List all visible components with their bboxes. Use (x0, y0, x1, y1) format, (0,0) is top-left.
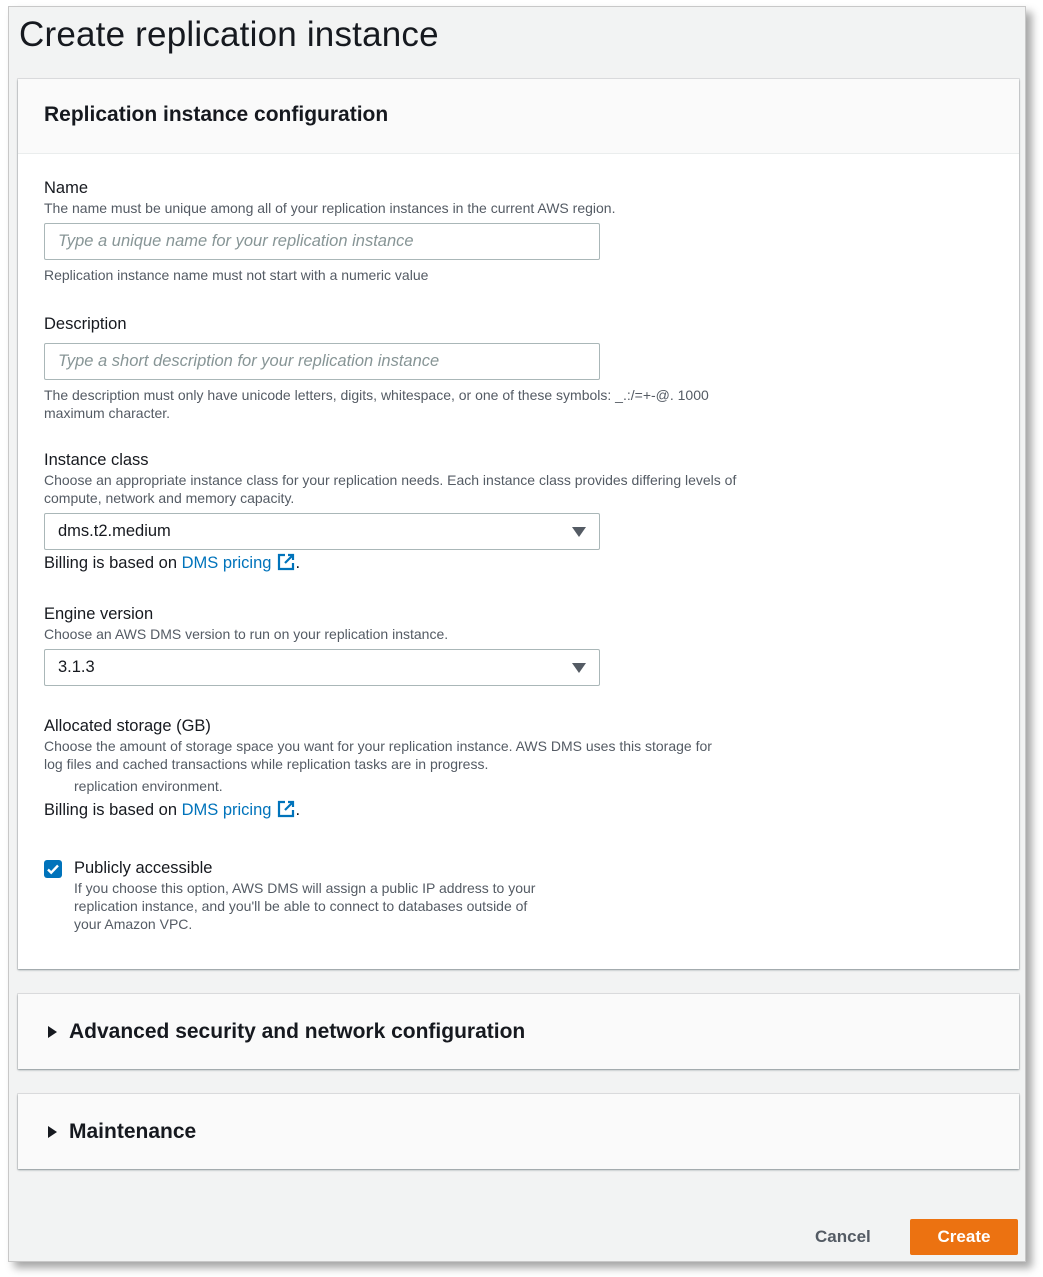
instance-class-label: Instance class (44, 451, 149, 469)
external-link-icon (277, 553, 295, 571)
instance-class-description-line1: Choose an appropriate instance class for your replication needs. Each instance class provides differing levels of (44, 472, 737, 488)
engine-version-field (44, 603, 600, 686)
advanced-security-title: Advanced security and network configuration (69, 1019, 526, 1043)
publicly-accessible-option (44, 857, 535, 933)
cancel-button[interactable]: Cancel (809, 1219, 877, 1255)
publicly-accessible-text (74, 857, 535, 933)
instance-class-select[interactable] (44, 513, 600, 550)
name-field (44, 177, 615, 284)
create-button[interactable]: Create (910, 1219, 1018, 1255)
instance-class-billing (44, 552, 736, 574)
external-link-icon (277, 800, 295, 818)
name-input[interactable]: Type a unique name for your replication instance (44, 223, 600, 260)
instance-class-field (44, 449, 736, 574)
allocated-storage-billing (44, 799, 712, 821)
name-hint: Replication instance name must not start with a numeric value (44, 267, 429, 283)
maintenance-title: Maintenance (69, 1119, 197, 1143)
publicly-accessible-label: Publicly accessible (74, 859, 213, 877)
billing-prefix: Billing is based on (44, 801, 182, 819)
allocated-storage-field (44, 715, 712, 821)
page-frame (8, 6, 1026, 1262)
billing-suffix: . (295, 554, 301, 572)
engine-version-select[interactable] (44, 649, 600, 686)
billing-prefix: Billing is based on (44, 554, 182, 572)
expand-triangle-icon (48, 1126, 57, 1138)
allocated-storage-description-line1: Choose the amount of storage space you want for your replication instance. AWS DMS uses this storage for (44, 738, 712, 754)
publicly-accessible-description-line1: If you choose this option, AWS DMS will assign a public IP address to your (74, 880, 536, 896)
dropdown-caret-icon (572, 663, 586, 673)
instance-class-selected-value: dms.t2.medium (58, 522, 171, 540)
advanced-security-panel[interactable] (18, 994, 1019, 1069)
allocated-storage-label: Allocated storage (GB) (44, 717, 211, 735)
allocated-storage-overflow-text: replication environment. (74, 778, 223, 794)
engine-version-description: Choose an AWS DMS version to run on your replication instance. (44, 626, 449, 642)
replication-instance-config-panel (18, 79, 1019, 969)
description-hint-line1: The description must only have unicode letters, digits, whitespace, or one of these symbols: _.:/=+-@. 1000 (44, 387, 709, 403)
allocated-storage-description-line2: log files and cached transactions while replication tasks are in progress. (44, 756, 489, 772)
description-field (44, 313, 709, 422)
publicly-accessible-checkbox[interactable] (44, 860, 62, 878)
expand-triangle-icon (48, 1026, 57, 1038)
name-description: The name must be unique among all of your replication instances in the current AWS region. (44, 200, 616, 216)
name-label: Name (44, 179, 89, 197)
checkmark-icon (46, 862, 60, 876)
engine-version-selected-value: 3.1.3 (58, 658, 95, 676)
dms-pricing-link[interactable] (182, 801, 296, 819)
maintenance-panel[interactable] (18, 1094, 1019, 1169)
description-hint-line2: maximum character. (44, 405, 171, 421)
description-input[interactable]: Type a short description for your replication instance (44, 343, 600, 380)
dms-pricing-link-label: DMS pricing (181, 554, 272, 572)
publicly-accessible-description-line2: replication instance, and you'll be able to connect to databases outside of (74, 898, 528, 914)
engine-version-label: Engine version (44, 605, 154, 623)
config-panel-title: Replication instance configuration (44, 103, 389, 126)
publicly-accessible-description-line3: your Amazon VPC. (74, 916, 193, 932)
description-label: Description (44, 315, 127, 333)
instance-class-description-line2: compute, network and memory capacity. (44, 490, 295, 506)
dms-pricing-link[interactable] (182, 554, 296, 572)
dms-pricing-link-label: DMS pricing (181, 801, 272, 819)
config-panel-header (18, 79, 1019, 154)
billing-suffix: . (295, 801, 301, 819)
dropdown-caret-icon (572, 527, 586, 537)
page-title: Create replication instance (19, 15, 439, 54)
